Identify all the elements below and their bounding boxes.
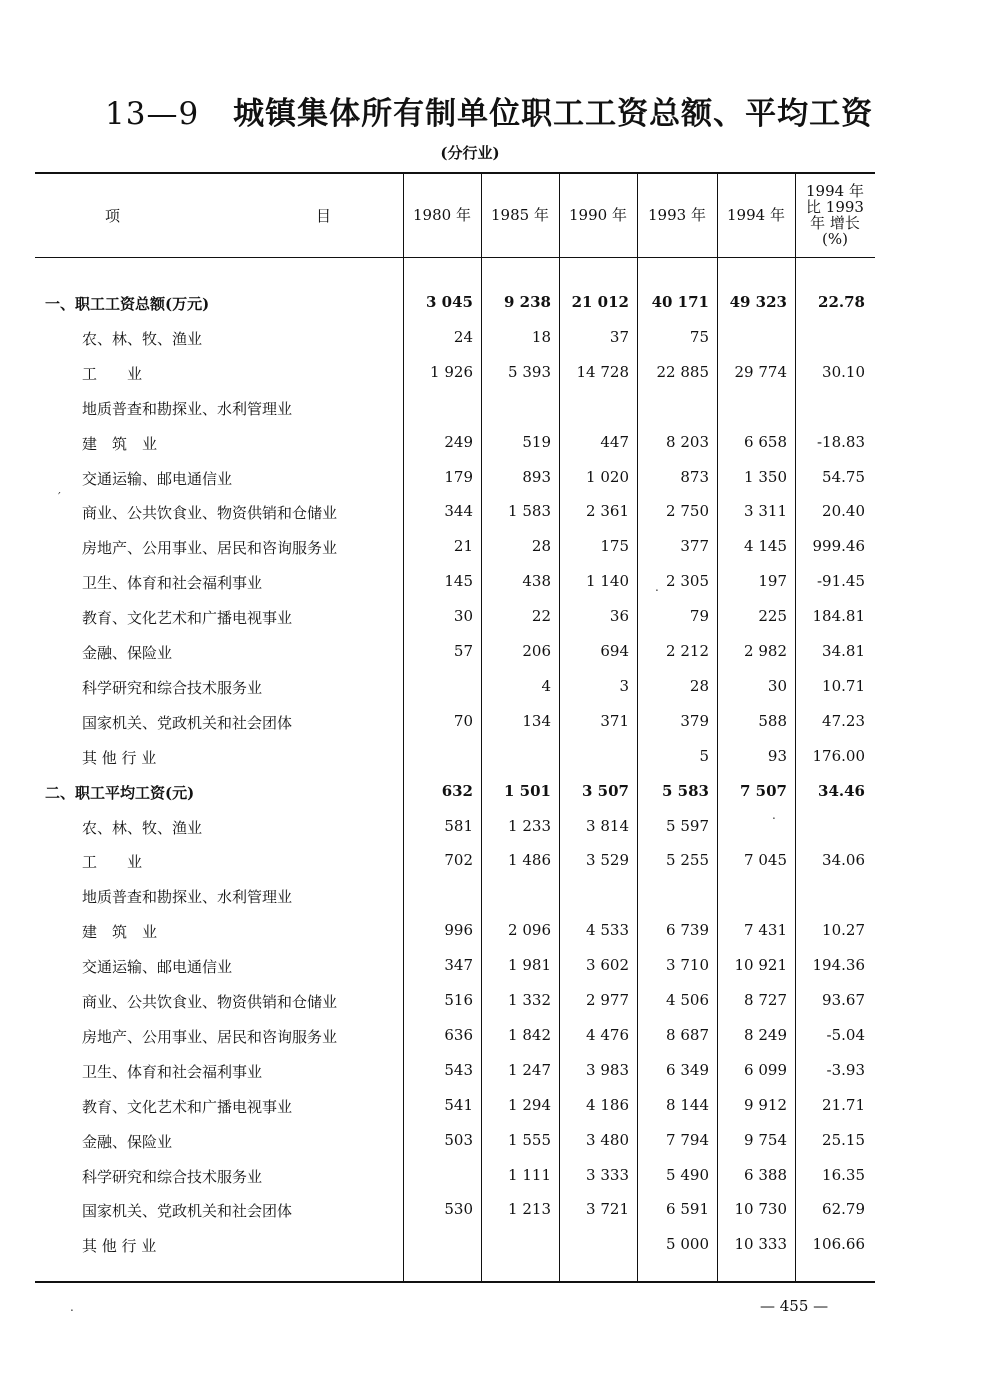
row-label: 二、职工平均工资(元) [45,783,195,802]
row-label: 地质普查和勘探业、水利管理业 [82,888,293,907]
table-cell: 1 350 [744,467,787,486]
table-cell: 447 [600,432,629,451]
table-cell: 16.35 [822,1165,865,1184]
table-cell: 6 099 [744,1060,787,1079]
table-cell: 4 [541,676,551,695]
table-cell: 5 597 [666,816,709,835]
table-cell: 10 730 [734,1200,787,1219]
table-cell: 3 529 [586,851,629,870]
table-cell: 4 506 [666,991,709,1009]
table-cell: 4 186 [586,1095,629,1114]
table-cell: 3 [619,676,629,695]
table-cell: 2 750 [666,502,709,521]
row-label: 工 业 [82,364,143,383]
table-cell: 8 249 [744,1025,787,1044]
table-row [0,1061,1000,1096]
table-cell: 2 212 [666,642,709,660]
table-cell: 18 [531,327,551,346]
table-cell: 1 213 [508,1200,551,1219]
header-column: 1980 年 [413,206,471,224]
scan-speck: . [70,1300,74,1314]
table-cell: 1 583 [508,502,551,521]
table-cell: 2 305 [666,572,709,591]
row-label: 科学研究和综合技术服务业 [82,1167,263,1186]
scan-speck: . [772,808,776,822]
table-cell: 2 096 [508,921,551,940]
table-cell: 632 [441,781,473,800]
table-row [0,1235,1000,1270]
table-cell: 3 045 [426,293,473,311]
table-cell: 344 [444,502,473,521]
table-cell: 5 255 [666,851,709,870]
table-cell: 3 507 [582,781,629,800]
table-row [0,398,1000,433]
table-cell: 29 774 [734,362,787,381]
table-cell: 22 885 [656,362,709,381]
table-row [0,712,1000,747]
section-row [0,782,1000,817]
table-cell: 206 [522,642,551,660]
section-row [0,293,1000,328]
scan-speck: . [655,580,659,594]
header-column: 1990 年 [569,206,627,224]
table-row [0,468,1000,503]
table-row [0,991,1000,1026]
row-label: 房地产、公用事业、居民和咨询服务业 [82,539,338,558]
table-cell: 3 721 [586,1200,629,1219]
table-cell: 70 [453,711,473,730]
row-label: 科学研究和综合技术服务业 [82,678,263,697]
table-cell: 543 [444,1060,473,1079]
table-number: 13—9 [105,96,200,132]
table-cell: 6 591 [666,1200,709,1219]
row-label: 商业、公共饮食业、物资供销和仓储业 [82,993,338,1011]
table-cell: 5 490 [666,1165,709,1184]
header-column: 1994 年比 1993 年 增长(%) [806,182,864,248]
table-cell: 25.15 [822,1130,865,1149]
table-row [0,1026,1000,1061]
table-cell: 519 [522,432,551,451]
table-cell: 5 393 [508,362,551,381]
table-cell: 5 583 [662,781,709,800]
table-row [0,433,1000,468]
table-cell: 379 [680,711,709,730]
table-row [0,363,1000,398]
table-cell: 1 140 [586,572,629,591]
table-row [0,677,1000,712]
table-cell: 530 [444,1200,473,1219]
table-row [0,747,1000,782]
table-cell: 1 111 [508,1165,551,1184]
table-cell: 34.46 [818,781,865,800]
table-subtitle: (分行业) [440,144,500,162]
table-cell: 10.27 [822,921,865,940]
table-cell: 28 [531,537,551,556]
table-cell: 176.00 [812,746,865,765]
table-cell: 62.79 [822,1200,865,1219]
table-cell: -91.45 [816,572,865,591]
table-cell: 581 [444,816,473,835]
table-cell: 10 333 [734,1235,787,1254]
row-label: 交通运输、邮电通信业 [82,469,233,488]
table-cell: 893 [522,467,551,486]
table-row [0,886,1000,921]
table-cell: 9 912 [744,1095,787,1114]
table-cell: 249 [444,432,473,451]
table-cell: 1 981 [508,956,551,975]
row-label: 交通运输、邮电通信业 [82,958,233,977]
row-label: 卫生、体育和社会福利事业 [82,574,263,593]
table-cell: 588 [758,711,787,730]
table-cell: 6 658 [744,432,787,451]
table-cell: 3 814 [586,816,629,835]
table-row [0,502,1000,537]
table-cell: 47.23 [822,711,865,730]
table-row [0,328,1000,363]
table-cell: 10.71 [822,676,865,695]
table-cell: 1 842 [508,1025,551,1044]
row-label: 商业、公共饮食业、物资供销和仓储业 [82,504,338,523]
table-cell: 8 144 [666,1095,709,1114]
table-cell: 8 687 [666,1025,709,1044]
table-cell: 3 602 [586,956,629,975]
table-cell: 37 [609,327,629,346]
page-title [105,88,873,133]
table-cell: 503 [444,1130,473,1149]
row-label: 农、林、牧、渔业 [82,818,203,837]
table-cell: 34.81 [822,642,865,660]
table-cell: 10 921 [734,956,787,975]
row-label: 教育、文化艺术和广播电视事业 [82,609,293,628]
table-cell: 1 926 [430,362,473,381]
table-cell: 9 754 [744,1130,787,1149]
table-cell: 7 045 [744,851,787,870]
table-cell: 999.46 [812,537,865,556]
table-cell: 636 [444,1025,473,1044]
bottom-rule [35,1281,875,1283]
header-column: 1993 年 [648,206,706,224]
table-cell: 5 000 [666,1235,709,1254]
table-cell: 1 486 [508,851,551,870]
header-item-right: 目 [316,207,332,225]
table-cell: 347 [444,956,473,975]
table-cell: 1 555 [508,1130,551,1149]
table-cell: 4 145 [744,537,787,556]
row-label: 国家机关、党政机关和社会团体 [82,713,293,732]
table-cell: 3 983 [586,1060,629,1079]
table-cell: 5 [699,746,709,765]
table-row [0,607,1000,642]
table-cell: 996 [444,921,473,940]
row-label: 一、职工工资总额(万元) [45,295,210,313]
table-cell: 30 [767,676,787,695]
table-cell: 6 739 [666,921,709,940]
table-row [0,537,1000,572]
table-cell: 694 [600,642,629,660]
table-cell: 30.10 [822,362,865,381]
table-cell: -3.93 [826,1060,865,1079]
table-cell: 7 507 [740,781,787,800]
table-cell: 1 294 [508,1095,551,1114]
table-cell: 75 [689,327,709,346]
row-label: 农、林、牧、渔业 [82,329,203,348]
page-number: — 455 — [760,1297,829,1315]
table-cell: 702 [444,851,473,870]
table-cell: 7 794 [666,1130,709,1149]
row-label: 金融、保险业 [82,644,173,662]
table-cell: 93.67 [822,991,865,1009]
table-cell: 1 020 [586,467,629,486]
table-cell: 516 [444,991,473,1009]
table-cell: 54.75 [822,467,865,486]
table-cell: -5.04 [826,1025,865,1044]
table-cell: 3 333 [586,1165,629,1184]
table-row [0,572,1000,607]
table-cell: 9 238 [504,293,551,311]
table-cell: 1 247 [508,1060,551,1079]
table-cell: 14 728 [576,362,629,381]
table-cell: -18.83 [816,432,865,451]
table-cell: 79 [689,607,709,626]
row-label: 金融、保险业 [82,1132,173,1151]
table-cell: 49 323 [729,293,787,311]
table-cell: 3 311 [744,502,787,521]
table-cell: 225 [758,607,787,626]
table-cell: 194.36 [812,956,865,975]
table-row [0,921,1000,956]
table-cell: 106.66 [812,1235,865,1254]
table-cell: 34.06 [822,851,865,870]
table-cell: 24 [453,327,473,346]
table-cell: 40 171 [651,293,709,311]
header-column: 1985 年 [491,206,549,224]
table-cell: 2 982 [744,642,787,660]
table-cell: 36 [609,607,629,626]
table-cell: 7 431 [744,921,787,940]
table-cell: 145 [444,572,473,591]
table-cell: 21 012 [571,293,629,311]
table-row [0,851,1000,886]
row-label: 地质普查和勘探业、水利管理业 [82,399,293,418]
table-row [0,1166,1000,1201]
table-row [0,1200,1000,1235]
header-column: 1994 年 [727,206,785,224]
table-cell: 134 [522,711,551,730]
table-row [0,642,1000,677]
table-cell: 3 480 [586,1130,629,1149]
table-row [0,1096,1000,1131]
table-cell: 30 [453,607,473,626]
row-label: 其 他 行 业 [82,1237,157,1256]
table-cell: 1 233 [508,816,551,835]
table-cell: 93 [767,746,787,765]
header-item-left: 项 [105,207,121,225]
table-cell: 184.81 [812,607,865,626]
row-label: 建 筑 业 [82,923,158,942]
table-cell: 4 533 [586,921,629,940]
table-cell: 20.40 [822,502,865,521]
table-cell: 371 [600,711,629,730]
table-cell: 197 [758,572,787,591]
scan-speck: ′ [58,490,61,504]
table-cell: 541 [444,1095,473,1114]
table-cell: 21.71 [822,1095,865,1114]
row-label: 房地产、公用事业、居民和咨询服务业 [82,1027,338,1046]
table-cell: 873 [680,467,709,486]
table-cell: 6 388 [744,1165,787,1184]
table-cell: 22.78 [818,293,865,311]
table-title: 城镇集体所有制单位职工工资总额、平均工资 [233,96,874,132]
row-label: 教育、文化艺术和广播电视事业 [82,1097,293,1116]
table-cell: 1 501 [504,781,551,800]
table-row [0,1131,1000,1166]
table-cell: 8 727 [744,991,787,1009]
row-label: 卫生、体育和社会福利事业 [82,1062,263,1081]
table-row [0,817,1000,852]
table-cell: 2 977 [586,991,629,1009]
table-cell: 438 [522,572,551,591]
table-cell: 28 [689,676,709,695]
row-label: 建 筑 业 [82,434,158,453]
table-row [0,956,1000,991]
table-cell: 22 [531,607,551,626]
table-cell: 57 [453,642,473,660]
row-label: 工 业 [82,853,143,872]
row-label: 其 他 行 业 [82,748,157,767]
table-cell: 4 476 [586,1025,629,1044]
table-cell: 21 [453,537,473,556]
row-label: 国家机关、党政机关和社会团体 [82,1202,293,1221]
table-cell: 377 [680,537,709,556]
table-cell: 179 [444,467,473,486]
table-cell: 175 [600,537,629,556]
table-cell: 3 710 [666,956,709,975]
table-cell: 6 349 [666,1060,709,1079]
table-cell: 1 332 [508,991,551,1009]
table-cell: 2 361 [586,502,629,521]
table-cell: 8 203 [666,432,709,451]
